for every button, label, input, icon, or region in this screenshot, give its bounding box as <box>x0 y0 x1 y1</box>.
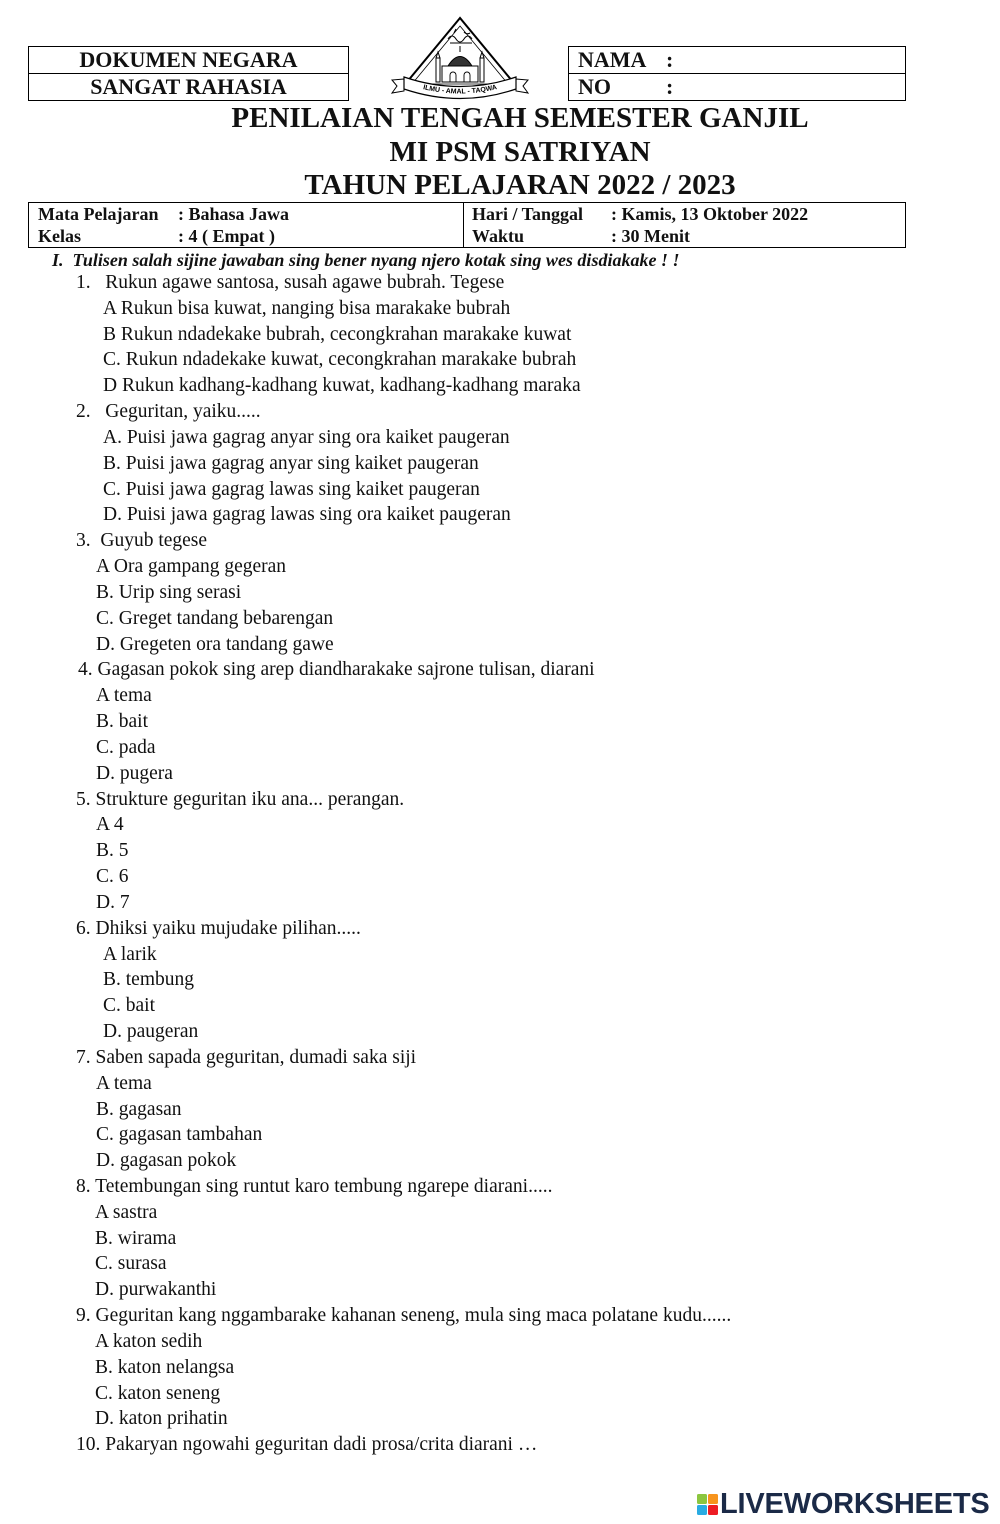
question-8-option-d: D. purwakanthi <box>95 1279 217 1301</box>
question-6-text: 6. Dhiksi yaiku mujudake pilihan..... <box>76 917 361 939</box>
question-9-text: 9. Geguritan kang nggambarake kahanan seneng, mula sing maca polatane kudu...... <box>76 1305 732 1327</box>
classification-line-2: SANGAT RAHASIA <box>90 73 287 99</box>
classification-line-1: DOKUMEN NEGARA <box>29 47 348 74</box>
question-3-option-a: A Ora gampang gegeran <box>96 556 287 578</box>
name-separator: : <box>666 47 674 72</box>
question-9-option-b: B. katon nelangsa <box>95 1356 235 1378</box>
question-5-option-b: B. 5 <box>96 840 129 862</box>
student-identity-box <box>568 46 906 101</box>
question-6-option-b: B. tembung <box>103 969 194 991</box>
question-8-option-b: B. wirama <box>95 1227 177 1249</box>
question-list <box>0 270 1000 1458</box>
info-class <box>38 225 463 247</box>
info-duration <box>472 225 905 247</box>
question-9-option-a: A katon sedih <box>95 1330 203 1352</box>
logo-tile-icon <box>697 1505 707 1515</box>
info-label: Hari / Tanggal <box>472 204 584 224</box>
question-2-option-c: C. Puisi jawa gagrag lawas sing kaiket paugeran <box>103 478 480 500</box>
question-5-option-c: C. 6 <box>96 866 129 888</box>
logo-tile-icon <box>708 1505 718 1515</box>
question-3-option-c: C. Greget tandang bebarengan <box>96 607 334 629</box>
question-7-option-c: C. gagasan tambahan <box>96 1124 263 1146</box>
question-7-option-a: A tema <box>96 1072 152 1094</box>
question-7-option-b: B. gagasan <box>96 1098 182 1120</box>
info-value: : 4 ( Empat ) <box>178 225 275 246</box>
question-8-option-a: A sastra <box>95 1201 158 1223</box>
question-6-option-d: D. paugeran <box>103 1021 199 1043</box>
question-10-text: 10. Pakaryan ngowahi geguritan dadi prosa/crita diarani … <box>76 1434 538 1456</box>
question-7-option-d: D. gagasan pokok <box>96 1150 237 1172</box>
info-left-column <box>29 203 464 247</box>
info-value: : Kamis, 13 Oktober 2022 <box>611 204 809 224</box>
question-3-option-b: B. Urip sing serasi <box>96 581 242 603</box>
info-value: : Bahasa Jawa <box>178 204 290 224</box>
exam-title <box>120 102 920 203</box>
question-1-option-d: D Rukun kadhang-kadhang kuwat, kadhang-kadhang maraka <box>103 375 581 397</box>
info-label: Waktu <box>472 225 525 246</box>
question-4-option-d: D. pugera <box>96 762 173 784</box>
question-4-text: 4. Gagasan pokok sing arep diandharakake sajrone tulisan, diarani <box>78 659 595 681</box>
number-separator: : <box>666 73 674 99</box>
logo-motto: ILMU - AMAL - TAQWA <box>422 84 498 96</box>
exam-info-table <box>28 202 906 248</box>
question-4-option-a: A tema <box>96 685 152 707</box>
question-9-option-c: C. katon seneng <box>95 1382 221 1404</box>
question-5-option-d: D. 7 <box>96 891 130 913</box>
question-2-option-b: B. Puisi jawa gagrag anyar sing kaiket paugeran <box>103 452 479 474</box>
question-8-text: 8. Tetembungan sing runtut karo tembung ngarepe diarani..... <box>76 1175 553 1197</box>
question-1-option-c: C. Rukun ndadekake kuwat, cecongkrahan marakake bubrah <box>103 349 577 371</box>
question-3-text: 3. Guyub tegese <box>76 530 208 552</box>
question-1-option-a: A Rukun bisa kuwat, nanging bisa marakake bubrah <box>103 297 511 319</box>
info-label: Mata Pelajaran <box>38 204 159 224</box>
number-field <box>569 74 905 100</box>
info-date <box>472 203 905 225</box>
question-8-option-c: C. surasa <box>95 1253 167 1275</box>
number-label: NO <box>578 73 611 99</box>
classification-box <box>28 46 349 101</box>
info-value: : 30 Menit <box>611 225 690 246</box>
question-5-option-a: A 4 <box>96 814 124 836</box>
question-5-text: 5. Strukture geguritan iku ana... perangan. <box>76 788 405 810</box>
info-label: Kelas <box>38 225 81 246</box>
info-subject <box>38 203 463 225</box>
logo-tile-icon <box>697 1494 707 1504</box>
question-3-option-d: D. Gregeten ora tandang gawe <box>96 633 334 655</box>
question-2-text: 2. Geguritan, yaiku..... <box>76 401 261 423</box>
question-7-text: 7. Saben sapada geguritan, dumadi saka siji <box>76 1046 417 1068</box>
question-4-option-b: B. bait <box>96 711 148 733</box>
name-label: NAMA <box>578 47 647 72</box>
question-9-option-d: D. katon prihatin <box>95 1408 228 1430</box>
info-right-column <box>464 203 905 247</box>
question-1-option-b: B Rukun ndadekake bubrah, cecongkrahan marakake kuwat <box>103 323 572 345</box>
title-line-1: PENILAIAN TENGAH SEMESTER GANJIL <box>231 102 809 134</box>
question-4-option-c: C. pada <box>96 736 156 758</box>
title-line-2: MI PSM SATRIYAN <box>389 135 651 168</box>
question-2-option-d: D. Puisi jawa gagrag lawas sing ora kaiket paugeran <box>103 504 511 526</box>
question-2-option-a: A. Puisi jawa gagrag anyar sing ora kaiket paugeran <box>103 426 510 448</box>
logo-tile-icon <box>708 1494 718 1504</box>
school-logo <box>390 14 540 106</box>
title-line-3: TAHUN PELAJARAN 2022 / 2023 <box>304 169 736 201</box>
section-instruction: I. Tulisen salah sijine jawaban sing bener nyang njero kotak sing wes disdiakake ! ! <box>52 250 680 270</box>
question-6-option-c: C. bait <box>103 995 155 1017</box>
liveworksheets-brand: LIVEWORKSHEETS <box>720 1488 990 1520</box>
question-6-option-a: A larik <box>103 943 157 965</box>
question-1-text: 1. Rukun agawe santosa, susah agawe bubrah. Tegese <box>76 272 505 293</box>
name-field <box>569 47 905 74</box>
liveworksheets-logo-icon <box>697 1494 718 1515</box>
